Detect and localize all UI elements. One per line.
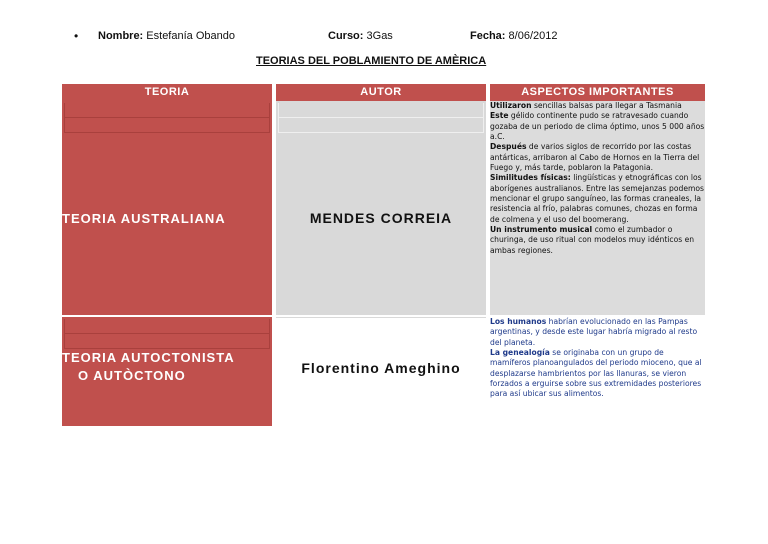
theories-table (62, 84, 707, 426)
cell-shading (278, 118, 484, 133)
author-cell-mendes (276, 101, 486, 315)
aspect-item: Similitudes físicas: lingüísticas y etnográficas con los aborígenes australianos. Entre las semejanzas podemos mencionar el grupo sanguíneo, las formas craneales, la resistencia al frío, palabras comunes, chozas en forma de colmena y el uso del boomerang. (490, 173, 704, 224)
bullet-icon: • (74, 29, 79, 43)
author-mendes-correia: MENDES CORREIA (309, 210, 453, 226)
header-aspects: ASPECTOS IMPORTANTES (490, 84, 705, 101)
header-theory: TEORIA (62, 84, 272, 101)
cell-shading (64, 334, 270, 349)
aspect-item: Un instrumento musical como el zumbador o churinga, de uso ritual con modelos muy idénticos en ambas regiones. (490, 225, 695, 255)
row-divider (276, 317, 486, 318)
cell-shading (64, 118, 270, 133)
cell-shading (278, 103, 484, 118)
cell-shading (64, 103, 270, 118)
aspect-item: Los humanos habrían evolucionado en las Pampas argentinas, y desde este lugar habría migrado al resto del planeta. (490, 317, 698, 347)
name-field: Nombre: Estefanía Obando (98, 30, 235, 42)
theory-autoctonista-line1: TEORIA AUTOCTONISTA (62, 350, 235, 365)
theory-autoctonista (62, 349, 272, 385)
cell-shading (64, 319, 270, 334)
page-title: TEORIAS DEL POBLAMIENTO DE AMÈRICA (256, 55, 487, 67)
theory-australiana: TEORIA AUSTRALIANA (62, 211, 226, 226)
aspect-item: Utilizaron sencillas balsas para llegar a Tasmania (490, 101, 682, 110)
aspects-autoctonista (490, 317, 705, 400)
aspect-item: La genealogía se originaba con un grupo de mamíferos planoangulados del periodo mioceno, que al desplazarse hambrientos por las llanuras, se vieron forzados a erguirse sobre sus extremidades posteriores para así ubicar sus alimentos. (490, 348, 702, 399)
date-field: Fecha: 8/06/2012 (470, 30, 558, 42)
header-author: AUTOR (276, 84, 486, 101)
aspect-item: Este gélido continente pudo se ratravesado cuando gozaba de un periodo de clima óptimo, unos 5 000 años a.C. (490, 111, 705, 142)
aspects-australiana (490, 101, 705, 315)
aspect-item: Después de varios siglos de recorrido por las costas antárticas, arribaron al Cabo de Hornos en la Tierra del Fuego y, más tarde, poblaron la Patagonia. (490, 142, 700, 173)
theory-cell-australiana (62, 101, 272, 315)
theory-autoctonista-line2: O AUTÒCTONO (78, 368, 186, 383)
course-field: Curso: 3Gas (328, 30, 393, 42)
author-florentino-ameghino: Florentino Ameghino (301, 360, 461, 376)
student-header (74, 30, 694, 48)
